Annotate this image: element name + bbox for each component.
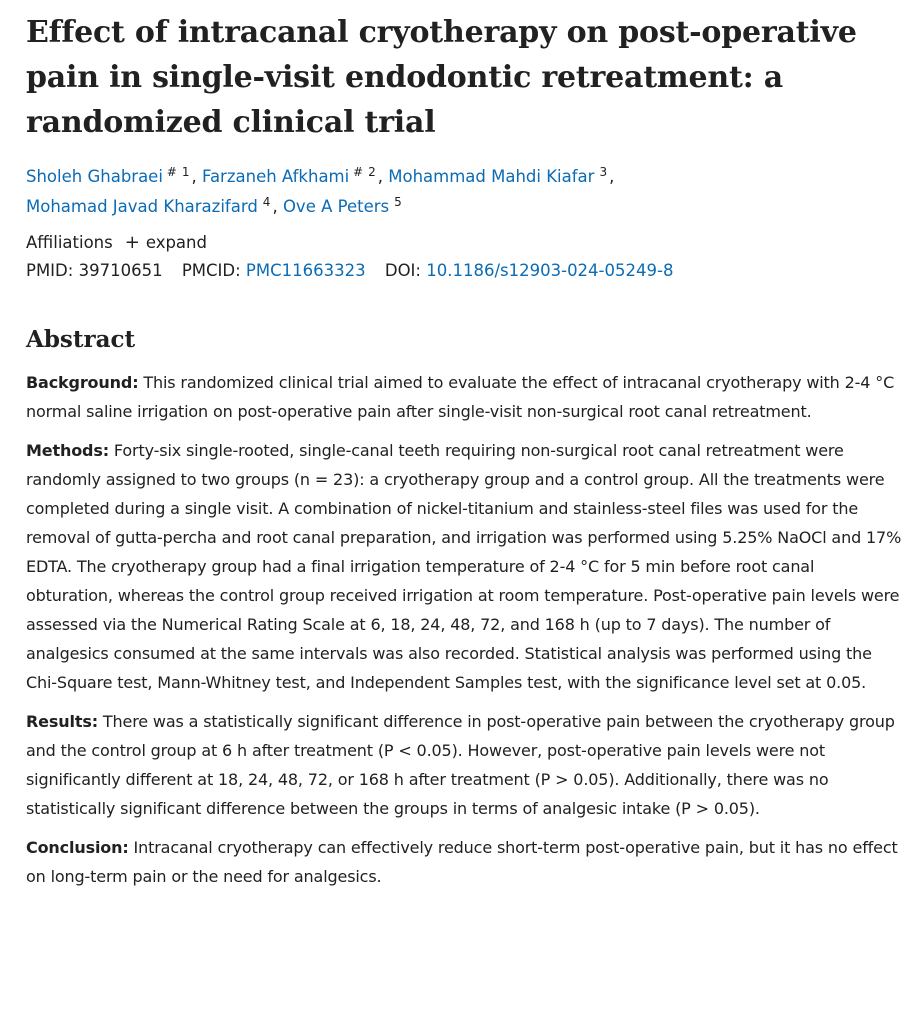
abstract-background: Background: This randomized clinical trial aimed to evaluate the effect of intracanal cryotherapy with 2-4 °C normal saline irrigation on post-operative pain after single-visit non-surgical root canal retreatment. [26, 373, 895, 421]
author-link[interactable]: Sholeh Ghabraei [26, 167, 163, 186]
author-link[interactable]: Farzaneh Afkhami [201, 167, 350, 186]
author-affiliation-marker[interactable]: 3 [599, 164, 608, 179]
affiliations-expand-button[interactable] [125, 230, 207, 256]
abstract-conclusion: Conclusion: Intracanal cryotherapy can effectively reduce short-term post-operative pain, but it has no effect on long-term pain or the need for analgesics. [26, 838, 898, 886]
abstract-heading: Abstract [26, 326, 136, 353]
doi-label: DOI: [384, 261, 421, 280]
doi-link[interactable]: 10.1186/s12903-024-05249-8 [426, 261, 674, 280]
author-link[interactable]: Mohammad Mahdi Kiafar [388, 167, 595, 186]
affiliations-row [26, 230, 906, 256]
pmid-label: PMID: [26, 261, 74, 280]
article-identifiers [26, 256, 906, 286]
pmcid-link[interactable]: PMC11663323 [245, 261, 366, 280]
author-affiliation-marker[interactable]: 5 [394, 194, 402, 209]
author-affiliation-marker[interactable]: # 1 [166, 164, 190, 179]
author-link[interactable]: Mohamad Javad Kharazifard [26, 197, 258, 216]
expand-label: expand [145, 233, 207, 252]
plus-icon: + [124, 232, 140, 253]
author-link[interactable]: Ove A Peters [282, 197, 390, 216]
article-title: Effect of intracanal cryotherapy on post-operative pain in single-visit endodontic retreatment: a randomized clinical trial [26, 15, 857, 140]
abstract-methods: Methods: Forty-six single-rooted, single-canal teeth requiring non-surgical root canal retreatment were randomly assigned to two groups (n = 23): a cryotherapy group and a control group. All the treatments were completed during a single visit. A combination of nickel-titanium and stainless-steel files was used for the removal of gutta-percha and root canal preparation, and irrigation was performed using 5.25% NaOCl and 17% EDTA. The cryotherapy group had a final irrigation temperature of 2-4 °C for 5 min before root canal obturation, whereas the control group received irrigation at room temperature. Post-operative pain levels were assessed via the Numerical Rating Scale at 6, 18, 24, 48, 72, and 168 h (up to 7 days). The number of analgesics consumed at the same intervals was also recorded. Statistical analysis was performed using the Chi-Square test, Mann-Whitney test, and Independent Samples test, with the significance level set at 0.05. [26, 441, 902, 692]
author-affiliation-marker[interactable]: 4 [262, 194, 271, 209]
abstract-results: Results: There was a statistically significant difference in post-operative pain between the cryotherapy group and the control group at 6 h after treatment (P < 0.05). However, post-operative pain levels were not significantly different at 18, 24, 48, 72, or 168 h after treatment (P > 0.05). Additionally, there was no statistically significant difference between the groups in terms of analgesic intake (P > 0.05). [26, 712, 895, 818]
author-list: Sholeh Ghabraei $^{\# 1}$ , Farzaneh Afkhami $^{\# 2}$ , Mohammad Mahdi Kiafar $^3$ , Mohamad Javad Kharazifard $^4$ , Ove A Peters $^5$ [26, 164, 615, 216]
author-affiliation-marker[interactable]: # 2 [353, 164, 376, 179]
pmid-value: 39710651 [78, 261, 163, 280]
affiliations-label: Affiliations [26, 233, 113, 252]
pmcid-label: PMCID: [181, 261, 241, 280]
